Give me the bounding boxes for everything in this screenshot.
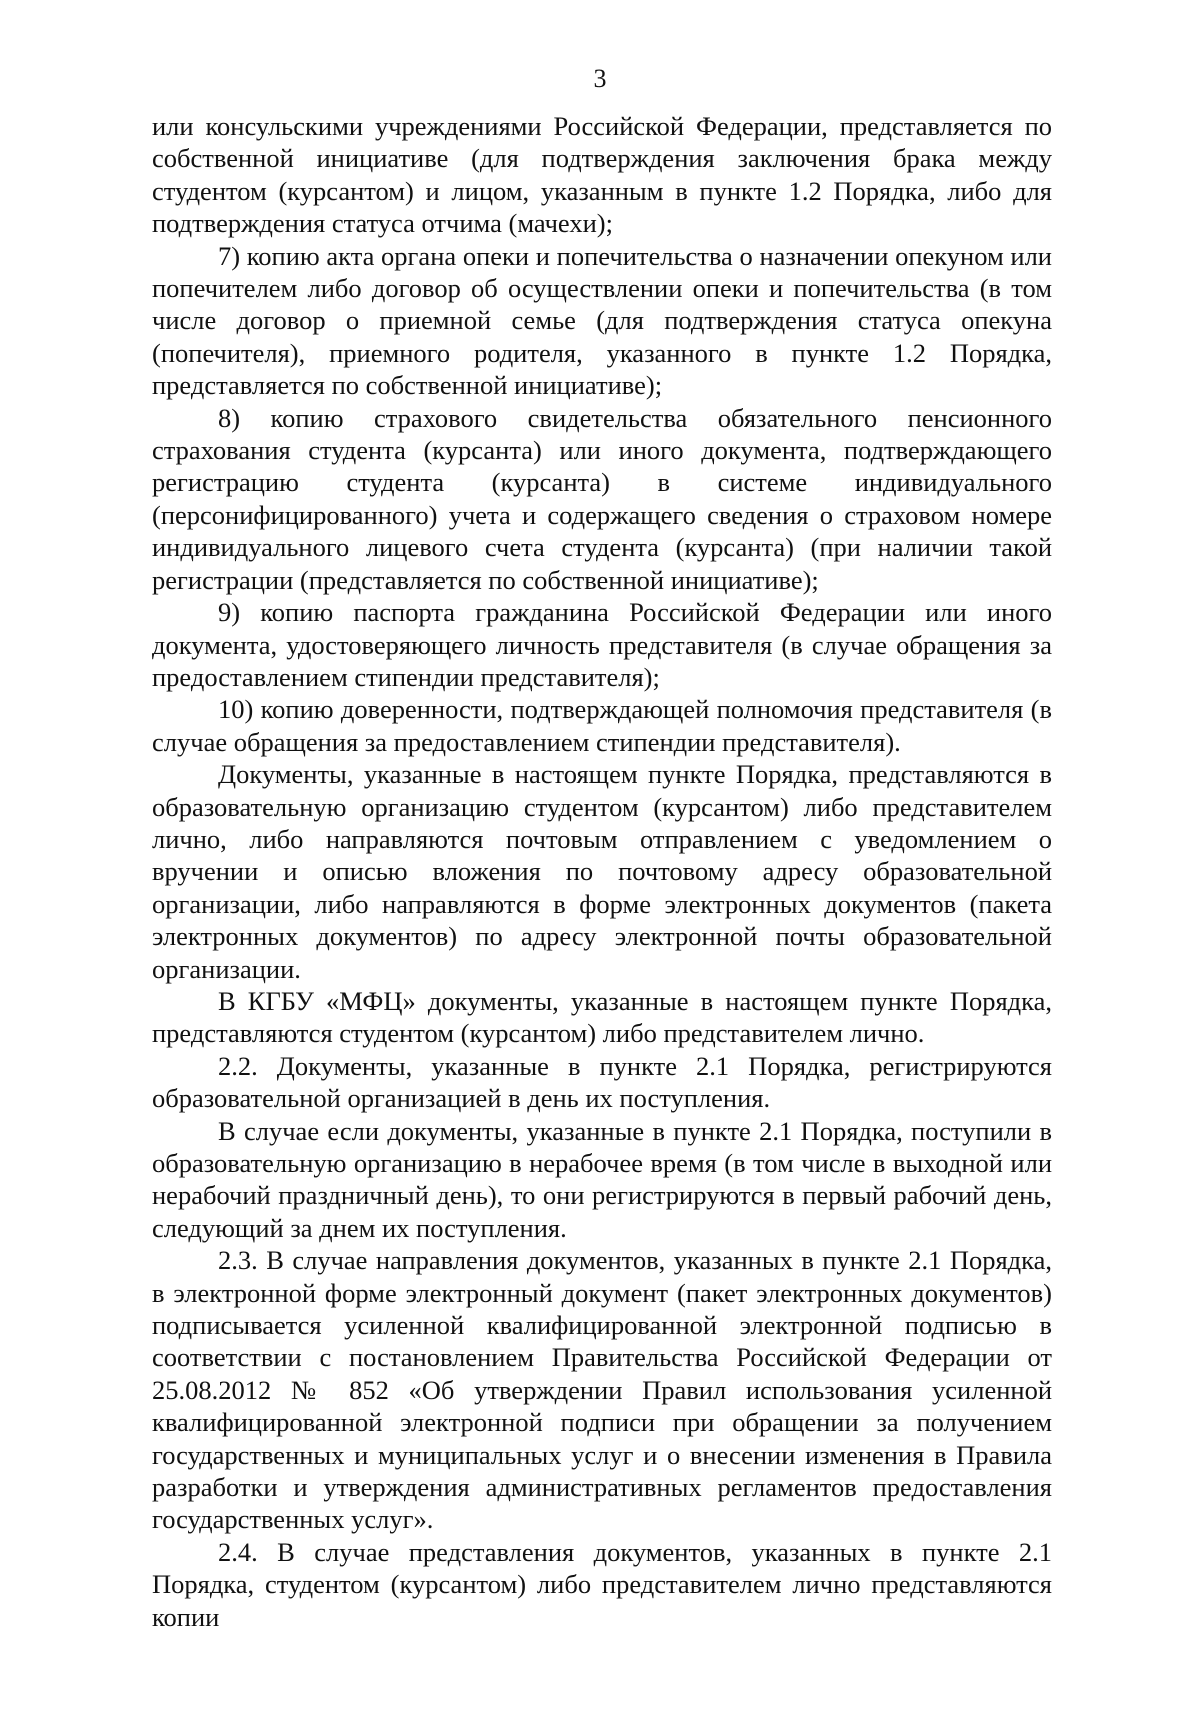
paragraph-2-4: 2.4. В случае представления документов, указанных в пункте 2.1 Порядка, студентом (курсантом) либо представителем лично представляются копии [152,1536,1052,1632]
paragraph-non-working-time: В случае если документы, указанные в пункте 2.1 Порядка, поступили в образовательную организацию в нерабочее время (в том числе в выходной или нерабочий праздничный день), то они регистрируются в первый рабочий день, следующий за днем их поступления. [152,1115,1052,1243]
paragraph-item-10: 10) копию доверенности, подтверждающей полномочия представителя (в случае обращения за предоставлением стипендии представителя). [152,694,1052,757]
paragraph-mfc: В КГБУ «МФЦ» документы, указанные в настоящем пункте Порядка, представляются студентом (курсантом) либо представителем лично. [152,985,1052,1049]
paragraph-item-8: 8) копию страхового свидетельства обязательного пенсионного страхования студента (курсанта) или иного документа, подтверждающего регистрацию студента (курсанта) в системе индивидуального (персонифицированного) учета и содержащего сведения о страховом номере индивидуального лицевого счета студента (курсанта) (при наличии такой регистрации (представляется по собственной инициативе); [152,402,1052,595]
paragraph-2-3: 2.3. В случае направления документов, указанных в пункте 2.1 Порядка, в электронной форме электронный документ (пакет электронных документов) подписывается усиленной квалифицированной электронной подписью в соответствии с постановлением Правительства Российской Федерации от 25.08.2012 № 852 «Об утверждении Правил использования усиленной квалифицированной электронной подписи при обращении за получением государственных и муниципальных услуг и о внесении изменения в Правила разработки и утверждения административных регламентов предоставления государственных услуг». [152,1245,1052,1535]
page-number: 3 [593,64,607,93]
paragraph-item-7: 7) копию акта органа опеки и попечительства о назначении опекуном или попечителем либо договор об осуществлении опеки и попечительства (в том числе договор о приемной семье (для подтверждения статуса опекуна (попечителя), приемного родителя, указанного в пункте 1.2 Порядка, представляется по собственной инициативе); [152,240,1052,401]
paragraph-2-2: 2.2. Документы, указанные в пункте 2.1 Порядка, регистрируются образовательной организацией в день их поступления. [152,1050,1052,1114]
paragraph-item-9: 9) копию паспорта гражданина Российской Федерации или иного документа, удостоверяющего личность представителя (в случае обращения за предоставлением стипендии представителя); [152,597,1052,692]
body-text [152,110,1052,1633]
paragraph-submission-methods: Документы, указанные в настоящем пункте Порядка, представляются в образовательную организацию студентом (курсантом) либо представителем лично, либо направляются почтовым отправлением с уведомлением о вручении и описью вложения по почтовому адресу образовательной организации, либо направляются в форме электронных документов (пакета электронных документов) по адресу электронной почты образовательной организации. [152,759,1052,984]
paragraph-continuation: или консульскими учреждениями Российской Федерации, представляется по собственной инициативе (для подтверждения заключения брака между студентом (курсантом) и лицом, указанным в пункте 1.2 Порядка, либо для подтверждения статуса отчима (мачехи); [152,111,1052,239]
